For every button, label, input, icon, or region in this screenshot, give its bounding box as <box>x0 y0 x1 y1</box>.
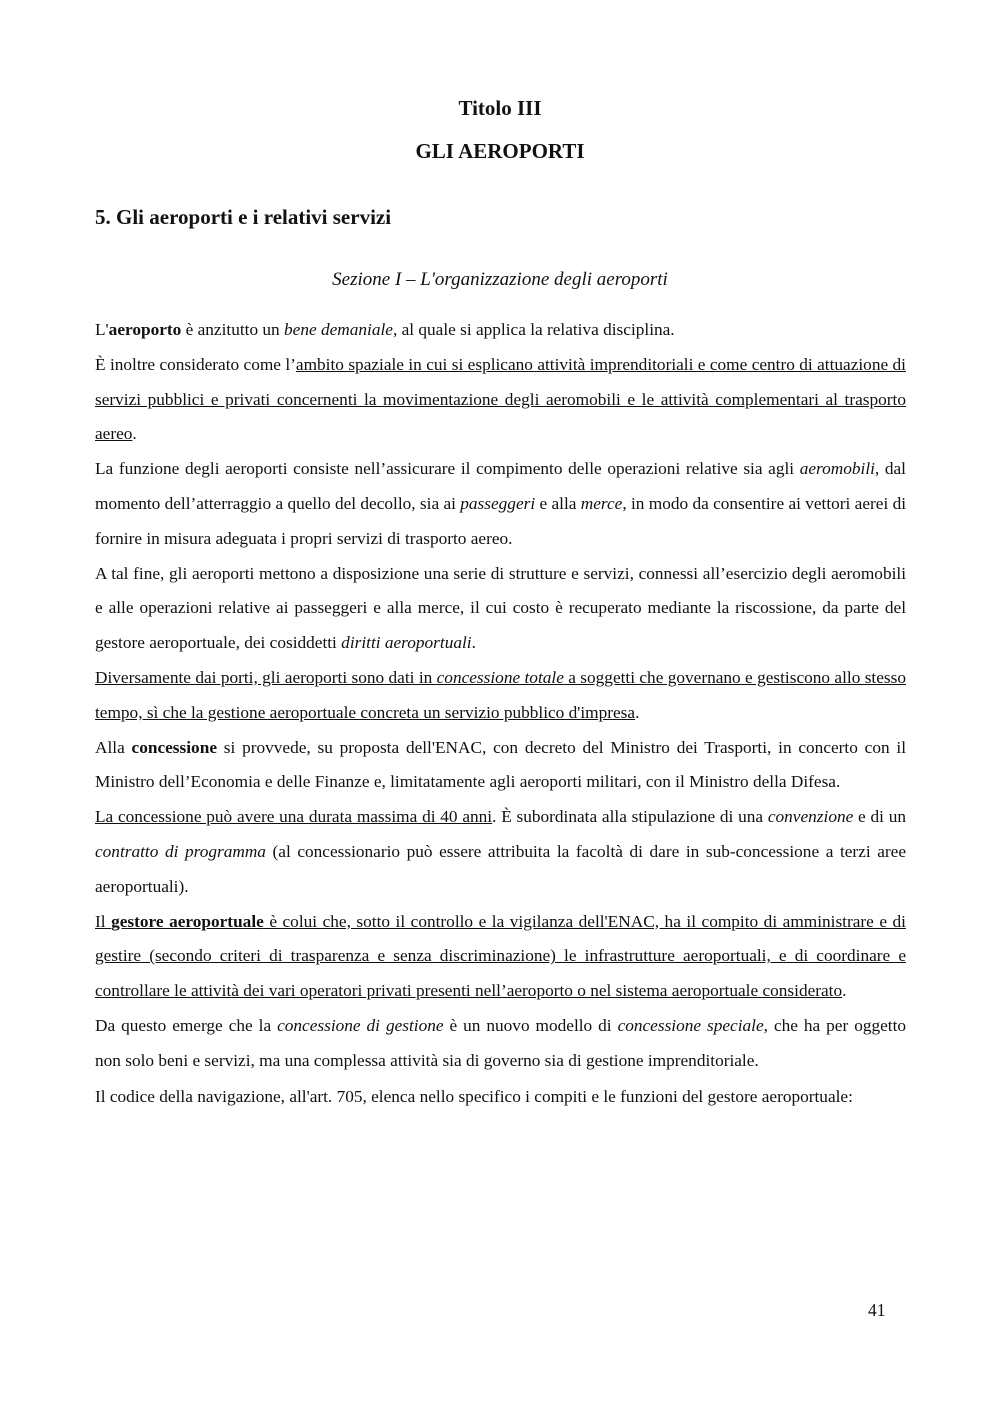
page-number: 41 <box>868 1300 886 1320</box>
paragraph-durata-concessione: La concessione può avere una durata massima di 40 anni. È subordinata alla stipulazione di una convenzione e di un contratto di programma (al concessionario può essere attribuita la facoltà di dare in sub-concessione a terzi aree aeroportuali). <box>95 807 906 896</box>
body-text <box>95 313 906 1109</box>
paragraph-aeroporto-definition: L'aeroporto è anzitutto un bene demaniale, al quale si applica la relativa disciplina. <box>95 320 675 339</box>
paragraph-ambito-spaziale: È inoltre considerato come l’ambito spaziale in cui si esplicano attività imprenditoriali e come centro di attuazione di servizi pubblici e privati concernenti la movimentazione degli aeromobili e le attività complementari al trasporto aereo. <box>95 354 906 444</box>
paragraph-concessione-decreto: Alla concessione si provvede, su proposta dell'ENAC, con decreto del Ministro dei Trasporti, in concerto con il Ministro dell’Economia e delle Finanze e, limitatamente agli aeroporti militari, con il Ministro della Difesa. <box>95 737 906 792</box>
paragraph-strutture-servizi: A tal fine, gli aeroporti mettono a disposizione una serie di strutture e servizi, connessi all’esercizio degli aeromobili e alle operazioni relative ai passeggeri e alla merce, il cui costo è recuperato mediante la riscossione, da parte del gestore aeroportuale, dei cosiddetti diritti aeroportuali. <box>95 563 906 653</box>
title-name: GLI AEROPORTI <box>415 139 585 163</box>
chapter-heading: 5. Gli aeroporti e i relativi servizi <box>95 205 392 229</box>
paragraph-gestore-aeroportuale: Il gestore aeroportuale è colui che, sotto il controllo e la vigilanza dell'ENAC, ha il compito di amministrare e di gestire (secondo criteri di trasparenza e senza discriminazione) le infrastrutture aeroportuali, e di coordinare e controllare le attività dei vari operatori privati presenti nell’aeroporto o nel sistema aeroportuale considerato. <box>95 911 906 1001</box>
section-heading: Sezione I – L'organizzazione degli aeroporti <box>332 269 668 290</box>
paragraph-codice-navigazione: Il codice della navigazione, all'art. 705, elenca nello specifico i compiti e le funzioni del gestore aeroportuale: <box>95 1086 853 1106</box>
paragraph-concessione-totale: Diversamente dai porti, gli aeroporti sono dati in concessione totale a soggetti che governano e gestiscono allo stesso tempo, sì che la gestione aeroportuale concreta un servizio pubblico d'impresa. <box>95 667 906 722</box>
title-number: Titolo III <box>458 96 542 120</box>
paragraph-funzione: La funzione degli aeroporti consiste nell’assicurare il compimento delle operazioni relative sia agli aeromobili, dal momento dell’atterraggio a quello del decollo, sia ai passeggeri e alla merce, in modo da consentire ai vettori aerei di fornire in misura adeguata i propri servizi di trasporto aereo. <box>95 459 907 548</box>
paragraph-concessione-gestione: Da questo emerge che la concessione di gestione è un nuovo modello di concessione speciale, che ha per oggetto non solo beni e servizi, ma una complessa attività sia di governo sia di gestione imprenditoriale. <box>95 1015 907 1070</box>
